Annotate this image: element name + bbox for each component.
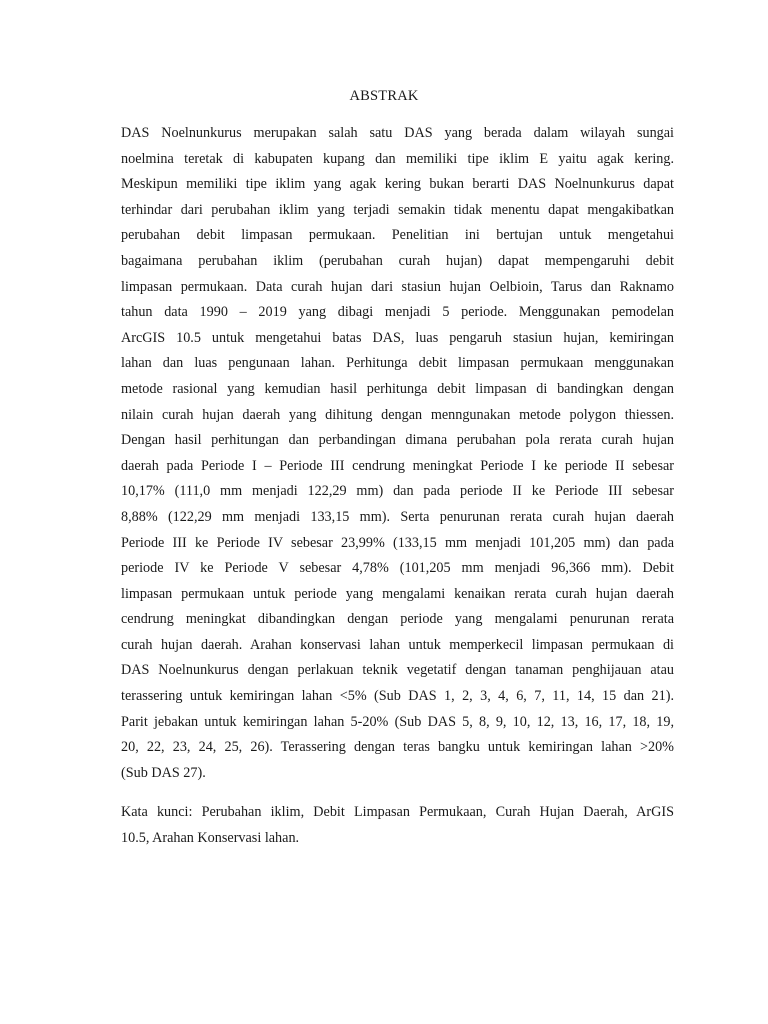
abstract-line: DAS Noelnunkurus dengan perlakuan teknik vegetatif dengan tanaman penghijauan atau	[121, 662, 674, 679]
abstract-line: tahun data 1990 – 2019 yang dibagi menjadi 5 periode. Menggunakan pemodelan	[121, 304, 674, 321]
keywords-paragraph	[121, 800, 674, 851]
page-title: ABSTRAK	[349, 88, 419, 104]
abstract-line: noelmina teretak di kabupaten kupang dan memiliki tipe iklim E yaitu agak kering.	[121, 150, 674, 167]
abstract-line: cendrung meningkat dibandingkan dengan periode yang mengalami penurunan rerata	[121, 611, 674, 628]
abstract-line: bagaimana perubahan iklim (perubahan curah hujan) dapat mempengaruhi debit	[121, 252, 674, 269]
abstract-line: DAS Noelnunkurus merupakan salah satu DAS yang berada dalam wilayah sungai	[121, 125, 674, 141]
abstract-line: metode rasional yang kemudian hasil perhitunga debit limpasan di bandingkan dengan	[121, 380, 674, 397]
abstract-line: lahan dan luas pengunaan lahan. Perhitunga debit limpasan permukaan menggunakan	[121, 355, 674, 372]
abstract-line: periode IV ke Periode V sebesar 4,78% (101,205 mm menjadi 96,366 mm). Debit	[121, 560, 674, 577]
abstract-line: perubahan debit limpasan permukaan. Penelitian ini bertujan untuk mengetahui	[121, 227, 674, 244]
abstract-line: limpasan permukaan untuk periode yang mengalami kenaikan rerata curah hujan daerah	[121, 585, 674, 602]
abstract-line: Dengan hasil perhitungan dan perbandingan dimana perubahan pola rerata curah hujan	[121, 432, 674, 449]
abstract-line: Parit jebakan untuk kemiringan lahan 5-20% (Sub DAS 5, 8, 9, 10, 12, 13, 16, 17, 18, 19,	[121, 713, 674, 730]
abstract-line: ArcGIS 10.5 untuk mengetahui batas DAS, luas pengaruh stasiun hujan, kemiringan	[121, 329, 674, 346]
keywords-line: Kata kunci: Perubahan iklim, Debit Limpasan Permukaan, Curah Hujan Daerah, ArGIS	[121, 804, 674, 820]
abstract-line: terhindar dari perubahan iklim yang terjadi semakin tidak menentu dapat mengakibatkan	[121, 201, 674, 218]
abstract-line: (Sub DAS 27).	[121, 764, 206, 781]
abstract-line: limpasan permukaan. Data curah hujan dari stasiun hujan Oelbioin, Tarus dan Raknamo	[121, 278, 674, 295]
keywords-line: 10.5, Arahan Konservasi lahan.	[121, 829, 300, 846]
abstract-line: 20, 22, 23, 24, 25, 26). Terassering dengan teras bangku untuk kemiringan lahan >20%	[121, 739, 674, 756]
abstract-line: curah hujan daerah. Arahan konservasi lahan untuk memperkecil limpasan permukaan di	[121, 636, 674, 653]
abstract-line: 8,88% (122,29 mm menjadi 133,15 mm). Serta penurunan rerata curah hujan daerah	[121, 508, 674, 525]
abstract-paragraph	[121, 121, 674, 786]
abstract-line: terassering untuk kemiringan lahan <5% (Sub DAS 1, 2, 3, 4, 6, 7, 11, 14, 15 dan 21).	[121, 688, 674, 705]
abstract-line: daerah pada Periode I – Periode III cendrung meningkat Periode I ke periode II sebesar	[121, 457, 674, 474]
abstract-line: Periode III ke Periode IV sebesar 23,99% (133,15 mm menjadi 101,205 mm) dan pada	[121, 534, 674, 551]
abstract-line: nilain curah hujan daerah yang dihitung dengan menngunakan metode polygon thiessen.	[121, 406, 674, 423]
abstract-line: 10,17% (111,0 mm menjadi 122,29 mm) dan pada periode II ke Periode III sebesar	[121, 483, 674, 500]
abstract-line: Meskipun memiliki tipe iklim yang agak kering bukan berarti DAS Noelnunkurus dapat	[121, 176, 674, 193]
